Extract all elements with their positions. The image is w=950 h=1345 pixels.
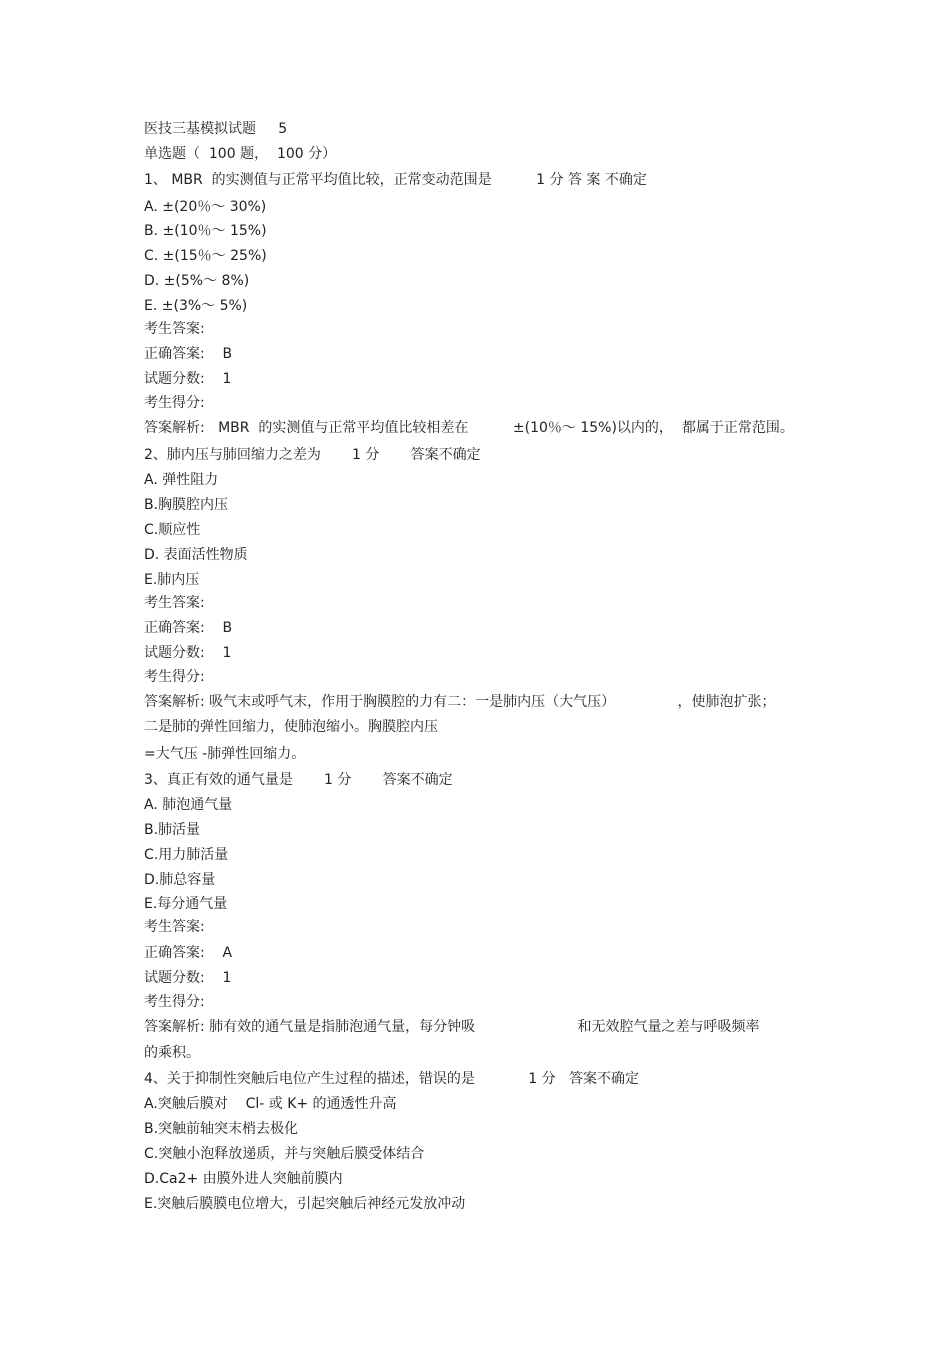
answer-analysis-line: 二是肺的弹性回缩力，使肺泡缩小。胸膜腔内压: [144, 719, 438, 735]
option-a: A. 肺泡通气量: [144, 797, 233, 813]
option-e: E.肺内压: [144, 572, 200, 588]
option-d: D. 表面活性物质: [144, 547, 248, 563]
candidate-score: 考生得分:: [144, 994, 205, 1010]
option-b: B. ±(10％～ 15%): [144, 223, 267, 239]
candidate-answer: 考生答案:: [144, 919, 205, 935]
candidate-score: 考生得分:: [144, 669, 205, 685]
candidate-answer: 考生答案:: [144, 321, 205, 337]
correct-answer: 正确答案: B: [144, 620, 233, 636]
correct-answer: 正确答案: A: [144, 945, 233, 961]
option-b: B.肺活量: [144, 822, 201, 838]
option-a: A.突触后膜对 Cl- 或 K+ 的通透性升高: [144, 1096, 397, 1112]
option-c: C. ±(15％～ 25%): [144, 248, 267, 264]
option-d: D.肺总容量: [144, 872, 216, 888]
question-stem: 1、 MBR 的实测值与正常平均值比较，正常变动范围是 1 分 答 案 不确定: [144, 172, 647, 188]
answer-analysis-line: =大气压 -肺弹性回缩力。: [144, 746, 306, 762]
option-e: E.突触后膜膜电位增大，引起突触后神经元发放冲动: [144, 1196, 466, 1212]
question-stem: 4、关于抑制性突触后电位产生过程的描述，错误的是 1 分 答案不确定: [144, 1071, 640, 1087]
section-heading: 单选题（ 100 题， 100 分）: [144, 146, 337, 162]
answer-analysis: 答案解析: 肺有效的通气量是指肺泡通气量，每分钟吸 和无效腔气量之差与呼吸频率: [144, 1019, 760, 1035]
question-score: 试题分数: 1: [144, 970, 232, 986]
option-a: A. ±(20％～ 30%): [144, 199, 267, 215]
option-c: C.突触小泡释放递质，并与突触后膜受体结合: [144, 1146, 425, 1162]
option-e: E.每分通气量: [144, 896, 228, 912]
option-a: A. 弹性阻力: [144, 472, 219, 488]
candidate-score: 考生得分:: [144, 395, 205, 411]
document-title: 医技三基模拟试题 5: [144, 121, 288, 137]
answer-analysis: 答案解析: MBR 的实测值与正常平均值比较相差在 ±(10％～ 15%)以内的， 都属于正常范围。: [144, 420, 794, 436]
correct-answer: 正确答案: B: [144, 346, 233, 362]
option-b: B.胸膜腔内压: [144, 497, 229, 513]
question-stem: 3、真正有效的通气量是 1 分 答案不确定: [144, 772, 453, 788]
option-d: D.Ca2+ 由膜外进人突触前膜内: [144, 1171, 343, 1187]
answer-analysis-line: 的乘积。: [144, 1045, 200, 1061]
question-stem: 2、肺内压与肺回缩力之差为 1 分 答案不确定: [144, 447, 481, 463]
option-c: C.用力肺活量: [144, 847, 229, 863]
option-c: C.顺应性: [144, 522, 201, 538]
question-score: 试题分数: 1: [144, 371, 232, 387]
candidate-answer: 考生答案:: [144, 595, 205, 611]
option-d: D. ±(5%～ 8%): [144, 273, 250, 289]
answer-analysis: 答案解析: 吸气末或呼气末，作用于胸膜腔的力有二：一是肺内压（大气压） ，使肺泡扩张；: [144, 694, 776, 710]
option-b: B.突触前轴突末梢去极化: [144, 1121, 299, 1137]
question-score: 试题分数: 1: [144, 645, 232, 661]
option-e: E. ±(3%～ 5%): [144, 298, 248, 314]
